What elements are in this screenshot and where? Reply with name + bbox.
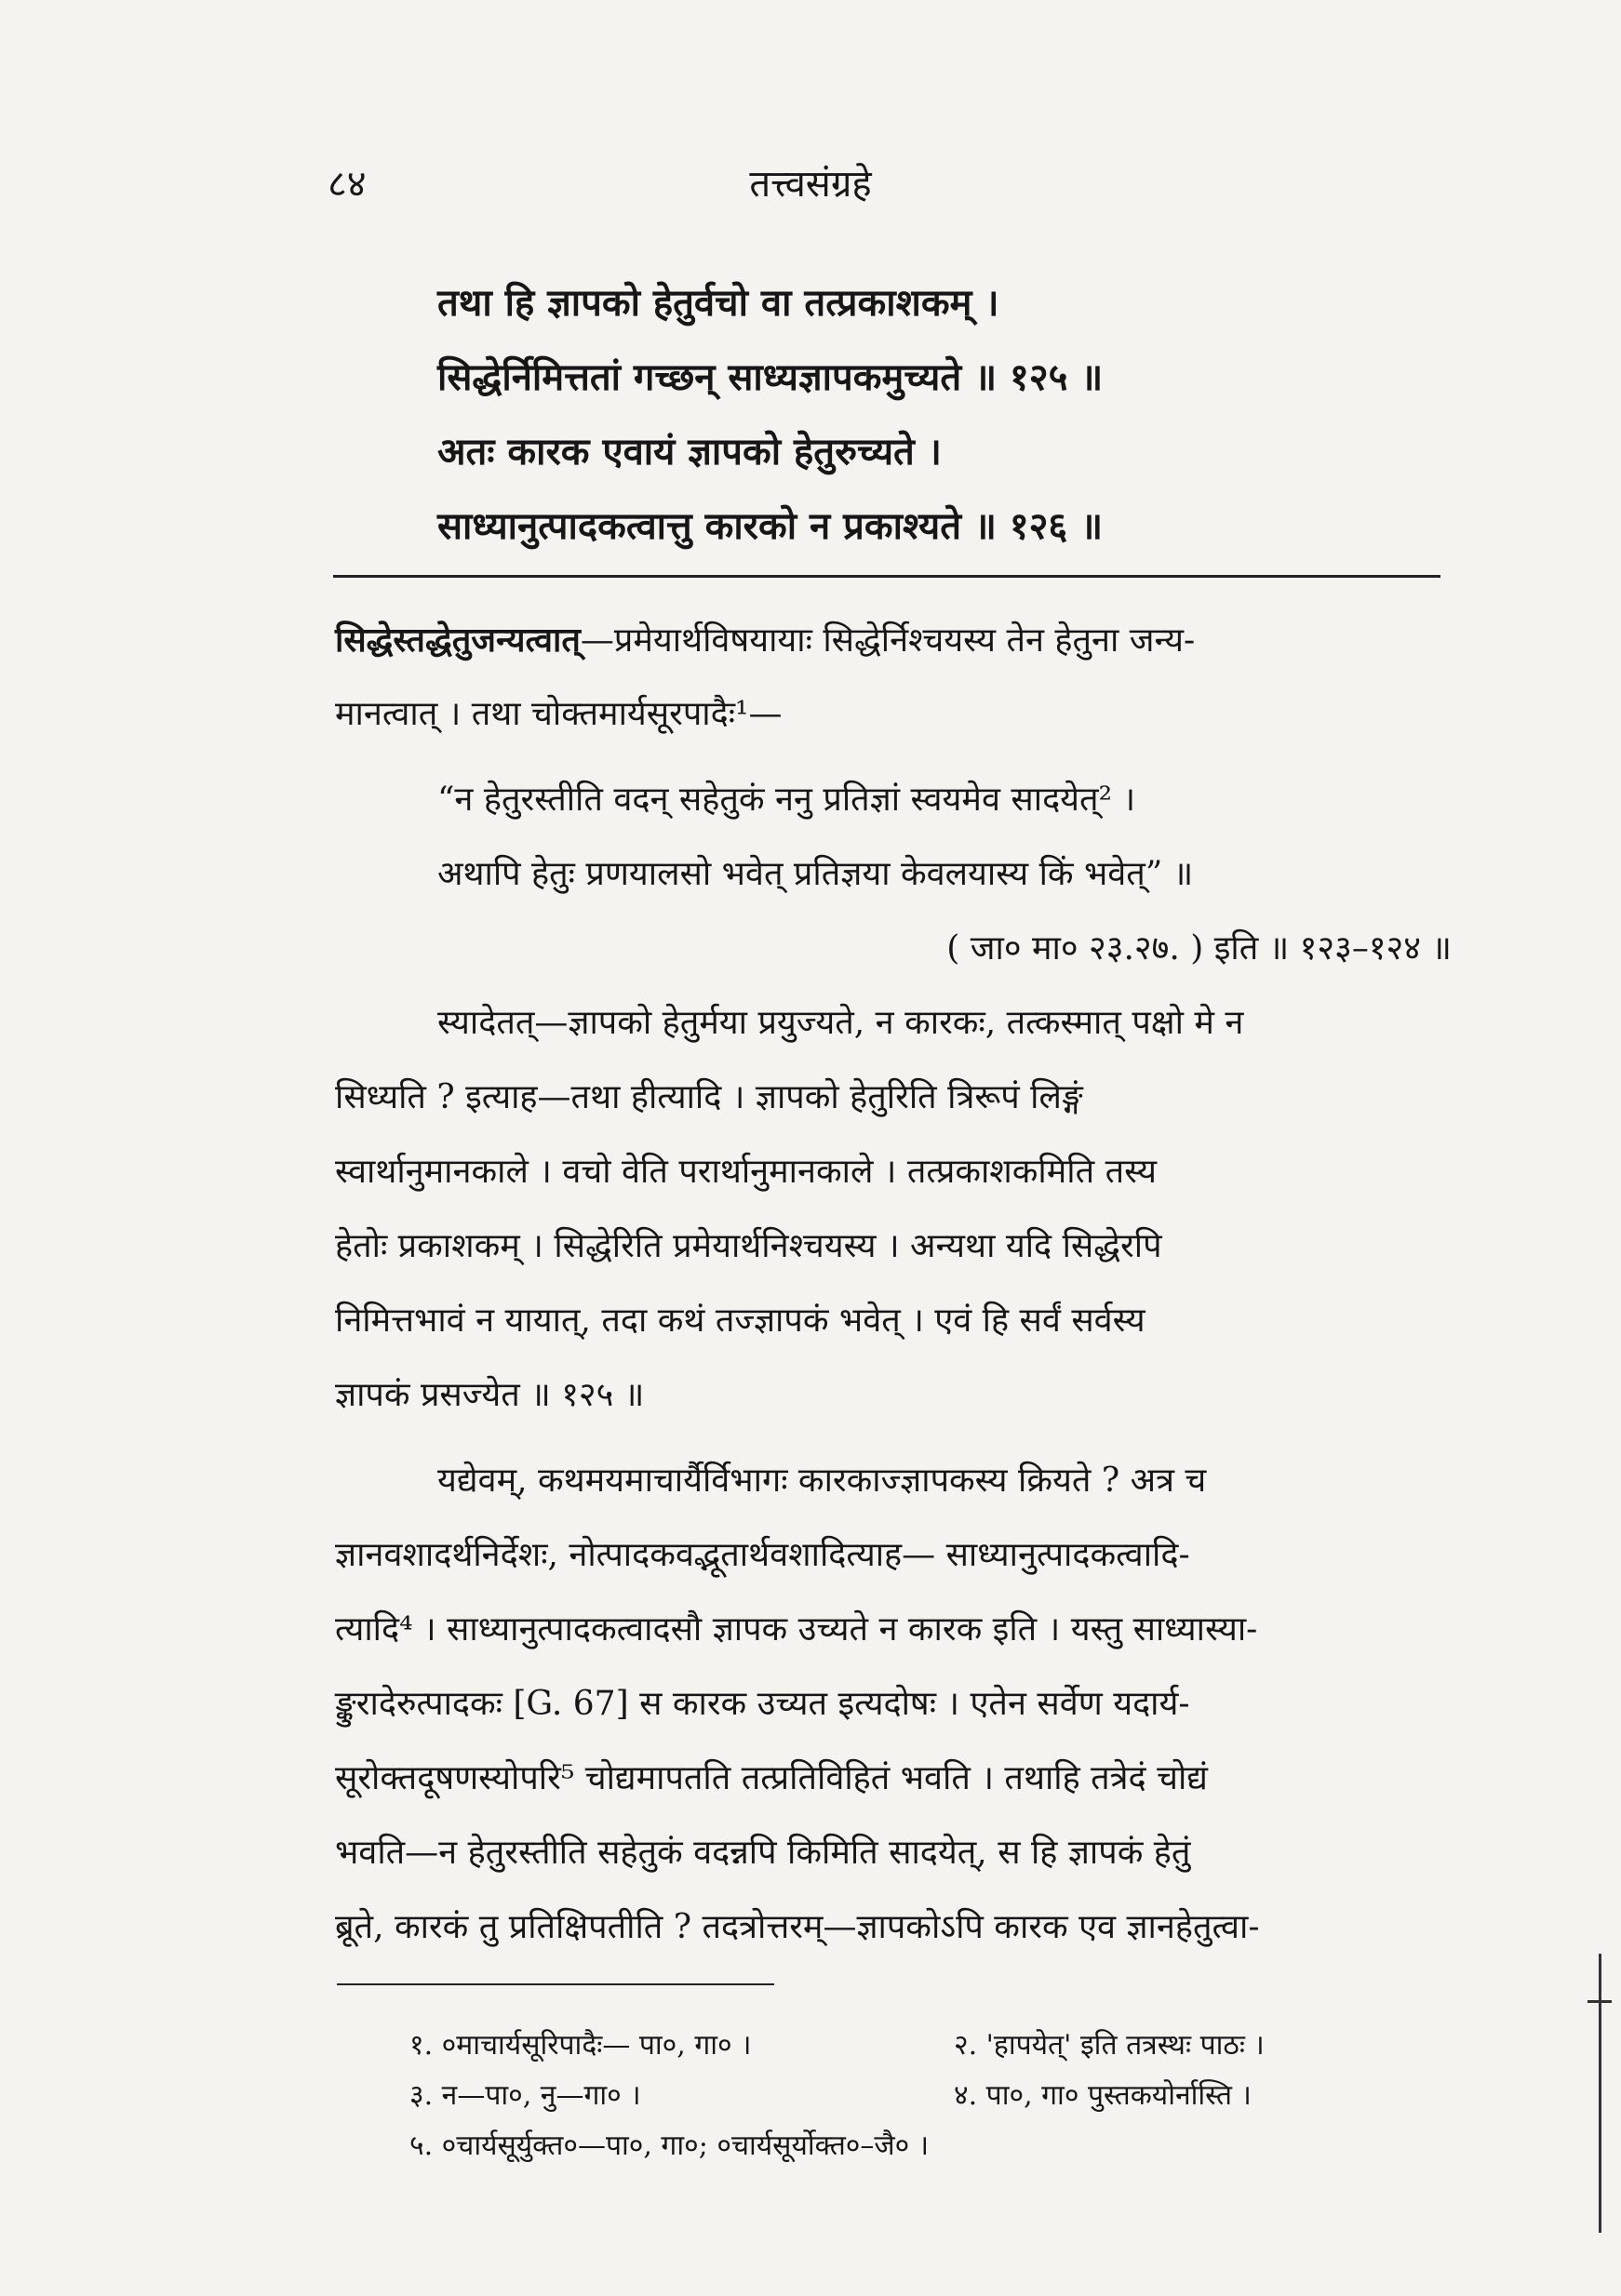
citation: ( जा० मा० २३.२७. ) इति ॥ १२३–१२४ ॥ [946,929,1452,968]
verse-divider [333,575,1440,578]
paragraph-line: भवति—न हेतुरस्तीति सहेतुकं वदन्नपि किमिति सादयेत्, स हि ज्ञापकं हेतुं [335,1834,1191,1872]
footnote: ५. ०चार्यसूर्युक्त०—पा०, गा०; ०चार्यसूर्योक्त०–जै० । [409,2129,930,2162]
paragraph-line: सूरोक्तदूषणस्योपरि⁵ चोद्यमापतति तत्प्रतिविहितं भवति । तथाहि तत्रेदं चोद्यं [335,1759,1208,1797]
running-title: तत्त्वसंग्रहे [749,163,872,206]
paragraph-line: ङ्कुरादेरुत्पादकः [G. 67] स कारक उच्यत इत्यदोषः । एतेन सर्वेण यदार्य- [335,1685,1190,1723]
margin-mark [1588,2000,1612,2003]
footnotes [409,2021,1498,2171]
paragraph-line: सिध्यति ? इत्याह—तथा हीत्यादि । ज्ञापको हेतुरिति त्रिरूपं लिङ्गं [335,1078,1083,1116]
paragraph-line: ज्ञानवशादर्थनिर्देशः, नोत्पादकवद्भूतार्थवशादित्याह— साध्यानुत्पादकत्वादि- [335,1536,1190,1574]
paragraph-line: ब्रूते, कारकं तु प्रतिक्षिपतीति ? तदत्रोत्तरम्—ज्ञापकोऽपि कारक एव ज्ञानहेतुत्वा- [335,1908,1260,1946]
footnote: ३. न—पा०, नु—गा० । [409,2079,641,2112]
footnote-row [409,2021,1498,2071]
verse-block [437,266,1480,564]
quoted-verse-line: “न हेतुरस्तीति वदन् सहेतुकं ननु प्रतिज्ञां स्वयमेव सादयेत्² । [437,781,1136,819]
commentary-line [335,603,1489,677]
footnote-row [409,2071,1498,2121]
paragraph-line: त्यादि⁴ । साध्यानुत्पादकत्वादसौ ज्ञापक उच्यते न कारक इति । यस्तु साध्यास्या- [335,1610,1258,1649]
verse-line: अतः कारक एवायं ज्ञापको हेतुरुच्यते । [437,430,942,474]
footnote: २. 'हापयेत्' इति तत्रस्थः पाठः । [954,2029,1265,2062]
paragraph-line: ज्ञापकं प्रसज्येत ॥ १२५ ॥ [335,1376,645,1414]
paragraph-line: स्यादेतत्—ज्ञापको हेतुर्मया प्रयुज्यते, न कारकः, तत्कस्मात् पक्षो मे न [437,1004,1244,1042]
verse-line: साध्यानुत्पादकत्वात्तु कारको न प्रकाश्यते ॥ १२६ ॥ [437,504,1104,548]
commentary-line: मानत्वात् । तथा चोक्तमार्यसूरपादैः¹— [335,695,783,733]
quoted-verse-line: अथापि हेतुः प्रणयालसो भवेत् प्रतिज्ञया केवलयास्य किं भवेत्” ॥ [437,855,1194,893]
footnote: ४. पा०, गा० पुस्तकयोर्नास्ति । [954,2079,1252,2112]
commentary-text: —प्रमेयार्थविषयायाः सिद्धेर्निश्चयस्य तेन हेतुना जन्य- [580,621,1196,660]
paragraph-line: निमित्तभावं न यायात्, तदा कथं तज्ज्ञापकं भवेत् । एवं हि सर्वं सर्वस्य [335,1302,1145,1340]
paragraph-line: स्वार्थानुमानकाले । वचो वेति परार्थानुमानकाले । तत्प्रकाशकमिति तस्य [335,1153,1157,1191]
footnote-divider [337,1983,774,1985]
verse-line: सिद्धेर्निमित्ततां गच्छन् साध्यज्ञापकमुच्यते ॥ १२५ ॥ [437,355,1104,399]
page-number: ८४ [328,163,367,206]
paragraph-line: यद्येवम्, कथमयमाचार्यैर्विभागः कारकाज्ज्ञापकस्य क्रियते ? अत्र च [437,1462,1207,1500]
lemma: सिद्धेस्तद्धेतुजन्यत्वात् [335,621,581,660]
verse-line: तथा हि ज्ञापको हेतुर्वचो वा तत्प्रकाशकम् । [437,281,999,325]
footnote-row [409,2121,1498,2171]
footnote: १. ०माचार्यसूरिपादैः— पा०, गा० । [409,2029,752,2062]
paragraph-line: हेतोः प्रकाशकम् । सिद्धेरिति प्रमेयार्थनिश्चयस्य । अन्यथा यदि सिद्धेरपि [335,1227,1162,1265]
margin-mark [1599,1954,1601,2233]
commentary-block [335,603,1489,1965]
